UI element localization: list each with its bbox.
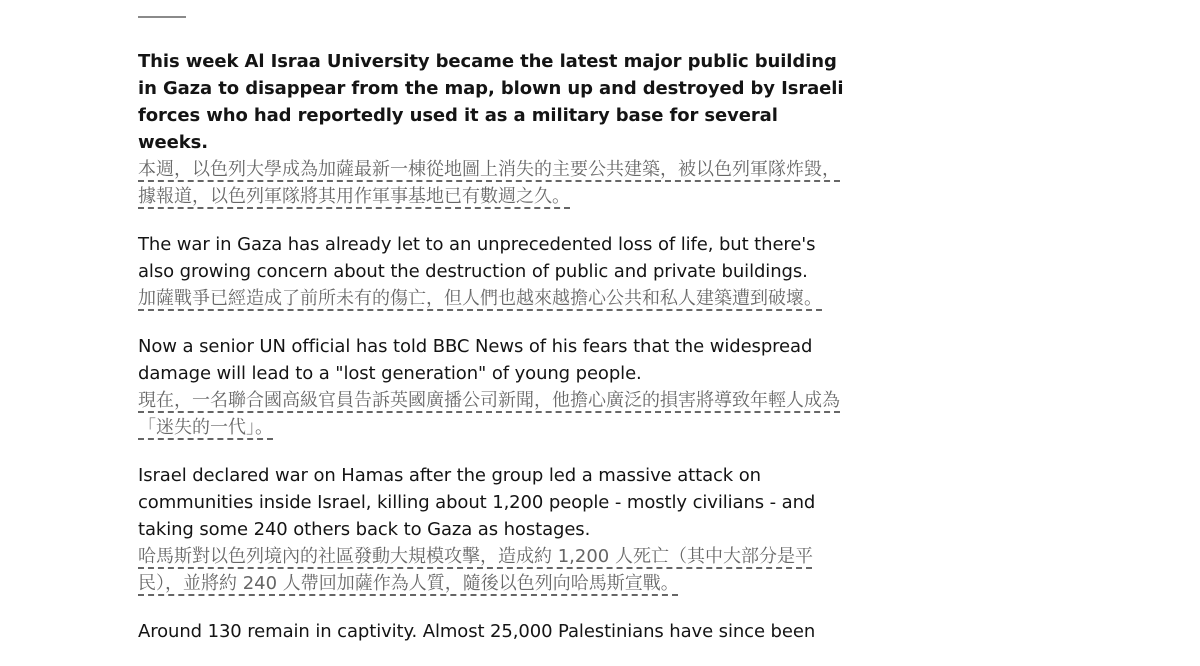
paragraph-3 (138, 333, 848, 441)
paragraph-chinese-translation[interactable]: 本週，以色列大學成為加薩最新一棟從地圖上消失的主要公共建築，被以色列軍隊炸毀，據報道，以色列軍隊將其用作軍事基地已有數週之久。 (138, 159, 840, 207)
paragraph-english: The war in Gaza has already let to an unprecedented loss of life, but there's also growing concern about the destruction of public and private buildings. (138, 234, 816, 282)
paragraph-2 (138, 231, 848, 312)
paragraph-1 (138, 48, 848, 210)
paragraph-english: Around 130 remain in captivity. Almost 25,000 Palestinians have since been (138, 621, 816, 642)
paragraph-chinese-translation[interactable]: 加薩戰爭已經造成了前所未有的傷亡，但人們也越來越擔心公共和私人建築遭到破壞。 (138, 288, 822, 309)
paragraph-chinese-translation[interactable]: 現在，一名聯合國高級官員告訴英國廣播公司新聞，他擔心廣泛的損害將導致年輕人成為「迷失的一代」。 (138, 390, 840, 438)
divider-line (138, 16, 186, 18)
paragraph-chinese-translation[interactable]: 哈馬斯對以色列境內的社區發動大規模攻擊，造成約 1,200 人死亡（其中大部分是平民），並將約 240 人帶回加薩作為人質，隨後以色列向哈馬斯宣戰。 (138, 546, 813, 594)
paragraph-english: Israel declared war on Hamas after the group led a massive attack on communities inside Israel, killing about 1,200 people - mostly civilians - and taking some 240 others back to Gaza as hostages. (138, 465, 816, 540)
paragraph-english: Now a senior UN official has told BBC News of his fears that the widespread damage will lead to a "lost generation" of young people. (138, 336, 813, 384)
paragraph-5 (138, 618, 848, 645)
paragraph-english: This week Al Israa University became the latest major public building in Gaza to disappear from the map, blown up and destroyed by Israeli forces who had reportedly used it as a military base for several weeks. (138, 51, 844, 153)
article-body (138, 0, 848, 666)
paragraph-4 (138, 462, 848, 597)
